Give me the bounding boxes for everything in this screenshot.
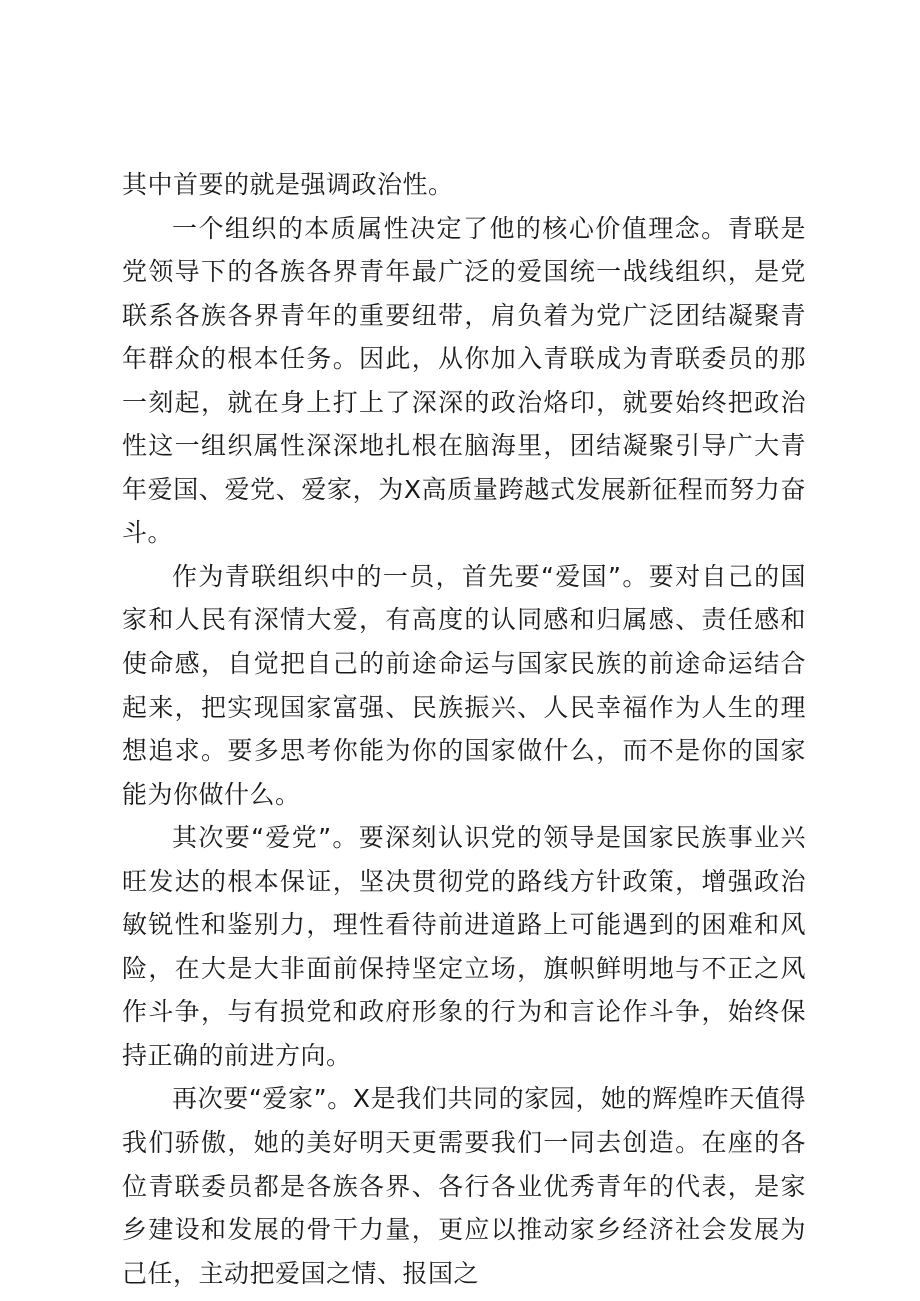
paragraph-love-party: 其次要“爱党”。要深刻认识党的领导是国家民族事业兴旺发达的根本保证，坚决贯彻党的路线方针政策，增强政治敏锐性和鉴别力，理性看待前进道路上可能遇到的困难和风险，在大是大非面前保持坚定立场，旗帜鲜明地与不正之风作斗争，与有损党和政府形象的行为和言论作斗争，始终保持正确的前进方向。 bbox=[122, 823, 806, 1070]
paragraph-organization-nature: 一个组织的本质属性决定了他的核心价值理念。青联是党领导下的各族各界青年最广泛的爱国统一战线组织，是党联系各族各界青年的重要纽带，肩负着为党广泛团结凝聚青年群众的根本任务。因此，从你加入青联成为青联委员的那一刻起，就在身上打上了深深的政治烙印，就要始终把政治性这一组织属性深深地扎根在脑海里，团结凝聚引导广大青年爱国、爱党、爱家，为X高质量跨越式发展新征程而努力奋斗。 bbox=[122, 213, 806, 548]
paragraph-love-home: 再次要“爱家”。X是我们共同的家园，她的辉煌昨天值得我们骄傲，她的美好明天更需要我们一同去创造。在座的各位青联委员都是各族各界、各行各业优秀青年的代表，是家乡建设和发展的骨干力量，更应以推动家乡经济社会发展为己任，主动把爱国之情、报国之 bbox=[122, 1084, 806, 1288]
paragraph-love-country: 作为青联组织中的一员，首先要“爱国”。要对自己的国家和人民有深情大爱，有高度的认同感和归属感、责任感和使命感，自觉把自己的前途命运与国家民族的前途命运结合起来，把实现国家富强、民族振兴、人民幸福作为人生的理想追求。要多思考你能为你的国家做什么，而不是你的国家能为你做什么。 bbox=[122, 561, 806, 809]
paragraph-continuation: 其中首要的就是强调政治性。 bbox=[122, 170, 454, 199]
document-body bbox=[122, 163, 806, 1295]
